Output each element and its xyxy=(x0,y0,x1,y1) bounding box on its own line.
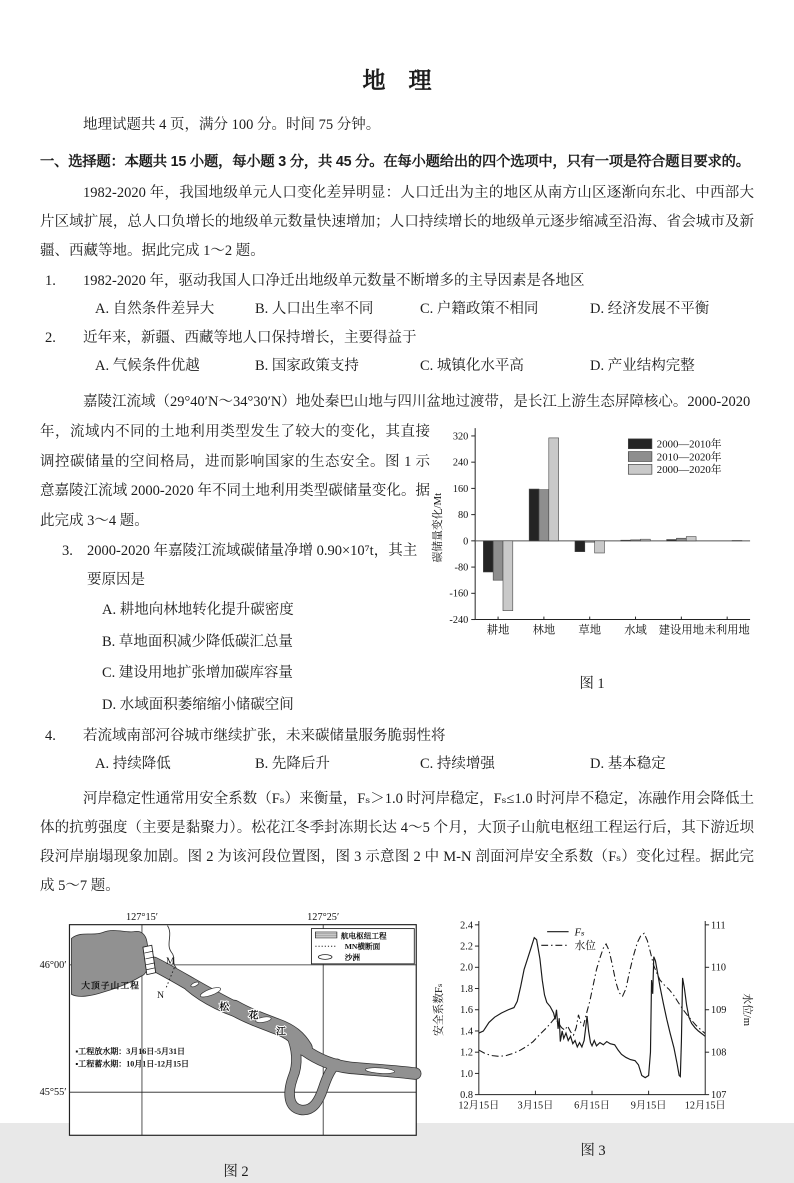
question-3-options xyxy=(40,595,430,721)
svg-text:240: 240 xyxy=(453,458,468,469)
storage-period-note: ▪工程蓄水期：10月1日-12月15日 xyxy=(75,1059,189,1069)
question-4-options xyxy=(40,750,754,778)
svg-text:9月15日: 9月15日 xyxy=(631,1099,667,1111)
point-n-label: N xyxy=(157,990,164,1001)
point-m-label: M xyxy=(166,956,175,967)
svg-text:水域: 水域 xyxy=(624,622,647,636)
option-a: A. 自然条件差异大 xyxy=(95,295,255,323)
river-char-2: 花 xyxy=(248,1009,259,1022)
latitude-label-2: 45°55′ xyxy=(40,1087,67,1098)
question-4-number: 4. xyxy=(45,722,83,750)
svg-text:建设用地: 建设用地 xyxy=(659,622,704,636)
option-d: D. 水域面积萎缩缩小储碳空间 xyxy=(102,690,430,722)
svg-text:2.2: 2.2 xyxy=(460,941,473,952)
section-heading: 一、选择题：本题共 15 小题，每小题 3 分，共 45 分。在每小题给出的四个选项中，只有一项是符合题目要求的。 xyxy=(40,150,754,174)
passage-2-left-column xyxy=(40,418,430,721)
release-period-note: ▪工程放水期：3月16日-5月31日 xyxy=(75,1046,185,1056)
question-1-options xyxy=(40,295,754,323)
question-4 xyxy=(40,722,754,750)
hub-project-symbol xyxy=(315,932,337,938)
river-char-3: 江 xyxy=(275,1024,286,1037)
reservoir-label: 大顶子山工程 xyxy=(81,979,140,990)
svg-text:107: 107 xyxy=(711,1090,726,1101)
carbon-storage-bar-chart xyxy=(430,420,754,661)
svg-text:2.4: 2.4 xyxy=(460,920,473,931)
svg-text:111: 111 xyxy=(711,920,726,931)
svg-text:108: 108 xyxy=(711,1048,726,1059)
svg-text:2000—2010年: 2000—2010年 xyxy=(657,437,722,451)
svg-text:Fₛ: Fₛ xyxy=(573,927,585,939)
longitude-label-1: 127°15′ xyxy=(126,912,158,923)
question-2-options xyxy=(40,352,754,380)
svg-text:草地: 草地 xyxy=(578,622,601,636)
passage-2-text: 年，流域内不同的土地利用类型发生了较大的变化，其直接调控碳储量的空间格局，进而影响国家的生态安全。图 1 示意嘉陵江流域 2000-2020 年不同土地利用类型碳储量变化。据此完成 3～4 题。 xyxy=(40,418,430,536)
legend-mn-label: MN横断面 xyxy=(345,941,381,951)
svg-text:1.6: 1.6 xyxy=(460,1005,473,1016)
figure-3-caption: 图 3 xyxy=(432,1140,754,1162)
figures-row xyxy=(40,909,754,1183)
svg-text:1.2: 1.2 xyxy=(460,1048,473,1059)
svg-text:水位/m: 水位/m xyxy=(741,993,754,1026)
question-3-stem: 2000-2020 年嘉陵江流域碳储量净增 0.90×10⁷t，其主要原因是 xyxy=(87,537,430,595)
option-b: B. 先降后升 xyxy=(255,750,420,778)
svg-text:耕地: 耕地 xyxy=(487,622,510,636)
svg-text:2010—2020年: 2010—2020年 xyxy=(657,449,722,463)
figure-3-block xyxy=(432,909,754,1183)
page-title: 地 理 xyxy=(40,66,754,96)
svg-text:110: 110 xyxy=(711,963,726,974)
question-1 xyxy=(40,267,754,295)
option-a: A. 耕地向林地转化提升碳密度 xyxy=(102,595,430,627)
option-a: A. 气候条件优越 xyxy=(95,352,255,380)
svg-text:2000—2020年: 2000—2020年 xyxy=(657,462,722,476)
legend-hub-label: 航电枢纽工程 xyxy=(341,930,387,940)
river-char-1: 松 xyxy=(218,1000,229,1013)
svg-text:0: 0 xyxy=(463,536,468,547)
svg-text:-240: -240 xyxy=(449,615,468,626)
safety-factor-line-chart xyxy=(432,911,754,1128)
svg-text:-160: -160 xyxy=(449,589,468,600)
option-c: C. 持续增强 xyxy=(420,750,590,778)
svg-text:160: 160 xyxy=(453,484,468,495)
option-d: D. 基本稳定 xyxy=(590,750,666,778)
svg-text:6月15日: 6月15日 xyxy=(574,1099,610,1111)
option-c: C. 建设用地扩张增加碳库容量 xyxy=(102,658,430,690)
longitude-label-2: 127°25′ xyxy=(307,912,339,923)
question-3 xyxy=(40,537,430,595)
passage-2-intro: 嘉陵江流域（29°40′N～34°30′N）地处秦巴山地与四川盆地过渡带，是长江上游生态屏障核心。2000-2020 xyxy=(40,388,754,417)
svg-text:12月15日: 12月15日 xyxy=(458,1099,499,1111)
option-d: D. 产业结构完整 xyxy=(590,352,695,380)
legend-sandbar-label: 沙洲 xyxy=(345,952,361,962)
question-2 xyxy=(40,324,754,352)
svg-text:水位: 水位 xyxy=(574,939,596,952)
question-2-number: 2. xyxy=(45,324,83,352)
option-b: B. 国家政策支持 xyxy=(255,352,420,380)
latitude-label-1: 46°00′ xyxy=(40,960,67,971)
question-1-stem: 1982-2020 年，驱动我国人口净迁出地级单元数量不断增多的主导因素是各地区 xyxy=(83,267,584,295)
svg-text:109: 109 xyxy=(711,1005,726,1016)
svg-text:1.0: 1.0 xyxy=(460,1069,473,1080)
svg-text:12月15日: 12月15日 xyxy=(685,1099,726,1111)
river-location-map xyxy=(40,909,432,1149)
question-4-stem: 若流域南部河谷城市继续扩张，未来碳储量服务脆弱性将 xyxy=(83,722,446,750)
option-c: C. 城镇化水平高 xyxy=(420,352,590,380)
exam-info: 地理试题共 4 页，满分 100 分。时间 75 分钟。 xyxy=(40,113,754,137)
svg-text:3月15日: 3月15日 xyxy=(518,1099,554,1111)
figure-2-caption: 图 2 xyxy=(40,1161,432,1183)
figure-2-block xyxy=(40,909,432,1183)
svg-text:碳储量变化/Mt: 碳储量变化/Mt xyxy=(430,493,444,563)
svg-text:0.8: 0.8 xyxy=(460,1090,473,1101)
option-c: C. 户籍政策不相同 xyxy=(420,295,590,323)
svg-text:1.8: 1.8 xyxy=(460,984,473,995)
svg-text:林地: 林地 xyxy=(533,622,556,636)
svg-text:未利用地: 未利用地 xyxy=(705,622,750,636)
option-a: A. 持续降低 xyxy=(95,750,255,778)
passage-3: 河岸稳定性通常用安全系数（Fₛ）来衡量，Fₛ＞1.0 时河岸稳定，Fₛ≤1.0 时河岸不稳定，冻融作用会降低土体的抗剪强度（主要是黏聚力）。松花江冬季封冻期长达 4～5 个月，大顶子山航电枢纽工程运行后，其下游近坝段河岸崩塌现象加剧。图 2 为该河段位置图，图 3 示意图 2 中 M-N 剖面河岸安全系数（Fₛ）变化过程。据此完成 5～7 题。 xyxy=(40,785,754,901)
svg-text:1.4: 1.4 xyxy=(460,1026,473,1037)
svg-text:80: 80 xyxy=(458,510,468,521)
svg-text:-80: -80 xyxy=(455,563,469,574)
map-legend xyxy=(311,929,414,964)
passage-2-columns xyxy=(40,418,754,721)
question-1-number: 1. xyxy=(45,267,83,295)
figure-1-caption: 图 1 xyxy=(430,673,754,695)
svg-text:320: 320 xyxy=(453,431,468,442)
sandbar-symbol xyxy=(318,955,332,960)
option-d: D. 经济发展不平衡 xyxy=(590,295,709,323)
question-3-number: 3. xyxy=(62,537,87,595)
passage-1: 1982-2020 年，我国地级单元人口变化差异明显：人口迁出为主的地区从南方山区逐渐向东北、中西部大片区域扩展，总人口负增长的地级单元数量快速增加；人口持续增长的地级单元逐步缩减至沿海、省会城市及新疆、西藏等地。据此完成 1～2 题。 xyxy=(40,179,754,266)
figure-1-block xyxy=(430,418,754,721)
question-2-stem: 近年来，新疆、西藏等地人口保持增长，主要得益于 xyxy=(83,324,417,352)
svg-text:2.0: 2.0 xyxy=(460,963,473,974)
svg-text:安全系数Fₛ: 安全系数Fₛ xyxy=(432,983,445,1036)
option-b: B. 人口出生率不同 xyxy=(255,295,420,323)
option-b: B. 草地面积减少降低碳汇总量 xyxy=(102,627,430,659)
